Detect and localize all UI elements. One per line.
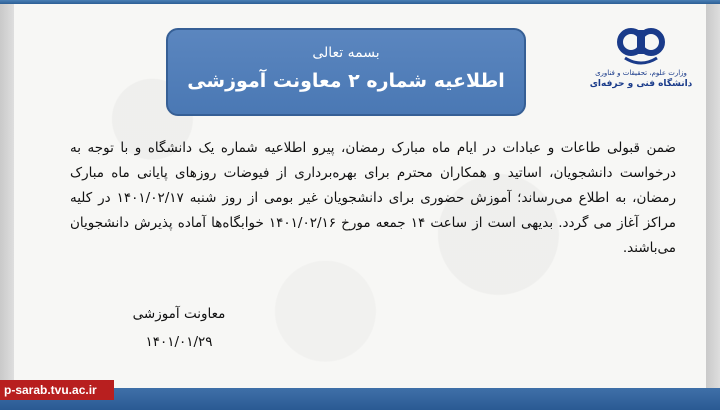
signature-date: ۱۴۰۱/۰۱/۲۹ (145, 334, 213, 350)
logo-ministry-text: وزارت علوم، تحقیقات و فناوری (595, 69, 687, 77)
logo-icon (617, 26, 665, 66)
signature-office: معاونت آموزشی (132, 306, 226, 322)
signature-block (114, 300, 244, 356)
right-border (706, 4, 720, 388)
university-logo (586, 26, 696, 106)
announcement-body: ضمن قبولی طاعات و عبادات در ایام ماه مبارک رمضان، پیرو اطلاعیه شماره یک دانشگاه و با توجه به درخواست دانشجویان، اساتید و همکاران محترم برای بهره‌برداری از فیوضات روزهای پایانی ماه مبارک رمضان، به اطلاع می‌رساند؛ آموزش حضوری برای دانشجویان غیر بومی از روز شنبه ۱۴۰۱/۰۲/۱۷ در کلیه مراکز آغاز می گردد. بدیهی است از ساعت ۱۴ جمعه مورخ ۱۴۰۱/۰۲/۱۶ خوابگاه‌ها آماده پذیرش دانشجویان می‌باشند. (70, 140, 677, 256)
logo-university-text: دانشگاه فنی و حرفه‌ای (589, 79, 693, 89)
left-border (0, 4, 14, 388)
basmala-text: بسمه تعالی (312, 45, 380, 61)
announcement-title: اطلاعیه شماره ۲ معاونت آموزشی (187, 70, 505, 92)
announcement-header (166, 28, 526, 116)
website-label[interactable]: p-sarab.tvu.ac.ir (0, 380, 114, 400)
